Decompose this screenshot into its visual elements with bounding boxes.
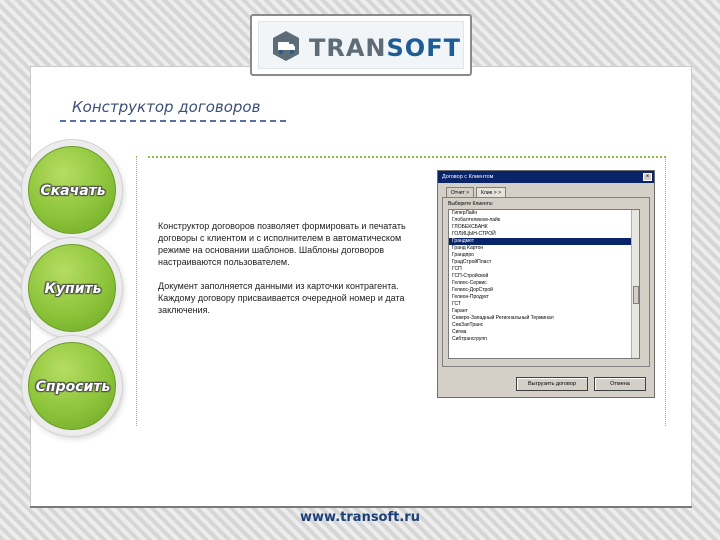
title-underline <box>60 120 286 122</box>
buy-button-face <box>28 244 116 332</box>
client-list[interactable] <box>448 209 640 359</box>
logo-wordmark <box>309 34 461 62</box>
page-bottom-divider <box>30 506 692 508</box>
transoft-logo[interactable] <box>250 14 472 76</box>
list-scrollbar[interactable] <box>631 210 639 358</box>
list-item[interactable]: Сибтрансгрупп <box>452 336 487 342</box>
logo-text-tran: TRAN <box>309 34 387 62</box>
list-item[interactable]: ГСП <box>452 266 462 272</box>
buy-button[interactable] <box>22 238 122 338</box>
list-item[interactable]: Северо-Западный Региональный Терминал <box>452 315 554 321</box>
description-paragraph-2: Документ заполняется данными из карточки контрагента. Каждому договору присваивается очередной номер и дата заключения. <box>158 281 405 315</box>
truck-logo-icon <box>271 30 301 62</box>
list-item[interactable]: Грандпро <box>452 252 474 258</box>
ask-button[interactable] <box>22 336 122 436</box>
logo-text-soft: SOFT <box>386 34 461 62</box>
description <box>158 220 428 328</box>
client-list-label: Выберите Клиента: <box>448 201 494 207</box>
dialog-tab-report[interactable]: Отчет > <box>446 187 474 197</box>
list-item[interactable]: ГСП-Стройсвой <box>452 273 489 279</box>
download-button-face <box>28 146 116 234</box>
list-item[interactable]: Гранд Картон <box>452 245 484 251</box>
page-title: Конструктор договоров <box>72 98 261 116</box>
footer-url[interactable]: www.transoft.ru <box>300 510 420 525</box>
dialog-tab-client[interactable]: Клие > > <box>476 187 506 197</box>
dialog-title: Договор с Клиентом <box>438 171 654 183</box>
ask-button-label: Спросить <box>35 379 111 395</box>
list-item[interactable]: Гелиос-ДорСтрой <box>452 287 493 293</box>
list-item[interactable]: ГЛОБЕКСБАНК <box>452 224 488 230</box>
close-icon[interactable]: × <box>643 173 652 181</box>
contract-dialog-screenshot <box>437 170 655 398</box>
download-button[interactable] <box>22 140 122 240</box>
list-item[interactable]: Глобалтелеком-лайк <box>452 217 500 223</box>
list-item[interactable]: ГрадСтройПласт <box>452 259 492 265</box>
export-contract-button[interactable]: Выгрузить договор <box>516 377 588 391</box>
buy-button-label: Купить <box>44 281 102 297</box>
logo-background <box>258 21 464 69</box>
list-item[interactable]: Сигма <box>452 329 467 335</box>
list-item[interactable]: Гелиос-Сервис <box>452 280 487 286</box>
description-paragraph-1: Конструктор договоров позволяет формировать и печатать договоры с клиентом и с исполнителем в автоматическом режиме на основании шаблонов. Шаблоны договоров настраиваются пользователем. <box>158 221 406 267</box>
list-item[interactable]: СевЗапТранс <box>452 322 484 328</box>
list-item-selected[interactable]: Грандмет <box>449 238 631 245</box>
download-button-label: Скачать <box>40 183 106 199</box>
list-item[interactable]: ГиперЛайн <box>452 210 478 216</box>
list-item[interactable]: Гарант <box>452 308 468 314</box>
list-item[interactable]: ГСТ <box>452 301 461 307</box>
list-item[interactable]: ГОЛИЦЫН-СТРОЙ <box>452 231 496 237</box>
panel-top-divider <box>148 156 666 158</box>
list-item[interactable]: Гелион-Продукт <box>452 294 489 300</box>
cancel-button[interactable]: Отмена <box>594 377 646 391</box>
ask-button-face <box>28 342 116 430</box>
scrollbar-thumb[interactable] <box>633 286 639 304</box>
